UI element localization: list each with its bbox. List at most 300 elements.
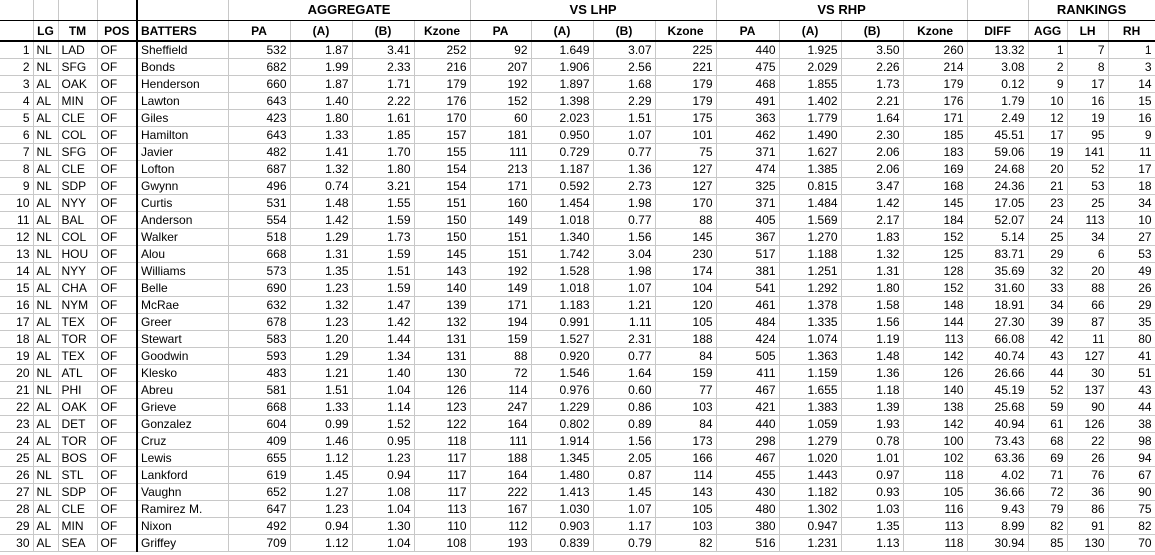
agg-kzone-cell[interactable]: 131 (414, 348, 470, 365)
rank-lh-cell[interactable]: 11 (1067, 331, 1108, 348)
agg-b-cell[interactable]: 1.47 (352, 297, 414, 314)
lhp-b-cell[interactable]: 0.79 (593, 535, 655, 552)
rhp-a-cell[interactable]: 0.947 (779, 518, 841, 535)
lhp-a-cell[interactable]: 1.546 (531, 365, 593, 382)
rank-lh-cell[interactable]: 22 (1067, 433, 1108, 450)
agg-b-cell[interactable]: 1.14 (352, 399, 414, 416)
rhp-b-cell[interactable]: 1.83 (841, 229, 903, 246)
rhp-pa-cell[interactable]: 381 (716, 263, 779, 280)
agg-b-cell[interactable]: 1.71 (352, 76, 414, 93)
lhp-b-cell[interactable]: 0.86 (593, 399, 655, 416)
row-number-cell[interactable]: 1 (0, 41, 33, 59)
agg-a-cell[interactable]: 1.32 (290, 297, 352, 314)
lhp-a-cell[interactable]: 1.183 (531, 297, 593, 314)
lhp-b-cell[interactable]: 0.60 (593, 382, 655, 399)
agg-kzone-cell[interactable]: 123 (414, 399, 470, 416)
agg-a-cell[interactable]: 0.74 (290, 178, 352, 195)
rank-agg-cell[interactable]: 9 (1028, 76, 1067, 93)
position-cell[interactable]: OF (97, 518, 137, 535)
rank-rh-cell[interactable]: 1 (1108, 41, 1155, 59)
position-cell[interactable]: OF (97, 41, 137, 59)
league-cell[interactable]: AL (33, 110, 58, 127)
agg-a-cell[interactable]: 1.46 (290, 433, 352, 450)
diff-cell[interactable]: 3.08 (967, 59, 1028, 76)
lhp-pa-cell[interactable]: 193 (470, 535, 531, 552)
league-cell[interactable]: AL (33, 331, 58, 348)
lhp-a-cell[interactable]: 1.528 (531, 263, 593, 280)
position-cell[interactable]: OF (97, 484, 137, 501)
rhp-pa-cell[interactable]: 480 (716, 501, 779, 518)
agg-b-cell[interactable]: 1.42 (352, 314, 414, 331)
lhp-kzone-cell[interactable]: 175 (655, 110, 716, 127)
lhp-pa-cell[interactable]: 152 (470, 93, 531, 110)
diff-cell[interactable]: 5.14 (967, 229, 1028, 246)
rank-agg-cell[interactable]: 1 (1028, 41, 1067, 59)
rhp-b-cell[interactable]: 3.50 (841, 41, 903, 59)
team-cell[interactable]: SFG (58, 59, 97, 76)
agg-b-cell[interactable]: 1.04 (352, 535, 414, 552)
lhp-pa-cell[interactable]: 151 (470, 229, 531, 246)
rhp-b-cell[interactable]: 1.58 (841, 297, 903, 314)
row-number-cell[interactable]: 27 (0, 484, 33, 501)
agg-pa-cell[interactable]: 573 (228, 263, 290, 280)
agg-pa-cell[interactable]: 643 (228, 93, 290, 110)
lhp-b-cell[interactable]: 2.29 (593, 93, 655, 110)
agg-pa-cell[interactable]: 643 (228, 127, 290, 144)
position-cell[interactable]: OF (97, 467, 137, 484)
batter-cell[interactable]: Williams (137, 263, 228, 280)
rhp-kzone-cell[interactable]: 152 (903, 280, 967, 297)
lhp-a-cell[interactable]: 0.729 (531, 144, 593, 161)
rhp-kzone-cell[interactable]: 152 (903, 229, 967, 246)
rhp-a-cell[interactable]: 1.569 (779, 212, 841, 229)
rank-rh-cell[interactable]: 29 (1108, 297, 1155, 314)
position-cell[interactable]: OF (97, 433, 137, 450)
rhp-kzone-cell[interactable]: 118 (903, 467, 967, 484)
agg-b-cell[interactable]: 1.55 (352, 195, 414, 212)
position-cell[interactable]: OF (97, 212, 137, 229)
agg-b-cell[interactable]: 0.94 (352, 467, 414, 484)
lhp-kzone-cell[interactable]: 105 (655, 501, 716, 518)
rhp-kzone-cell[interactable]: 179 (903, 76, 967, 93)
rank-rh-cell[interactable]: 82 (1108, 518, 1155, 535)
agg-a-cell[interactable]: 1.31 (290, 246, 352, 263)
agg-kzone-cell[interactable]: 145 (414, 246, 470, 263)
position-cell[interactable]: OF (97, 161, 137, 178)
batter-cell[interactable]: Gwynn (137, 178, 228, 195)
position-cell[interactable]: OF (97, 59, 137, 76)
rank-rh-cell[interactable]: 94 (1108, 450, 1155, 467)
rank-lh-cell[interactable]: 8 (1067, 59, 1108, 76)
row-number-cell[interactable]: 28 (0, 501, 33, 518)
rank-agg-cell[interactable]: 71 (1028, 467, 1067, 484)
lhp-pa-cell[interactable]: 114 (470, 382, 531, 399)
rank-agg-cell[interactable]: 21 (1028, 178, 1067, 195)
lhp-b-cell[interactable]: 2.73 (593, 178, 655, 195)
league-cell[interactable]: AL (33, 348, 58, 365)
row-number-cell[interactable]: 20 (0, 365, 33, 382)
row-number-cell[interactable]: 14 (0, 263, 33, 280)
agg-pa-cell[interactable]: 619 (228, 467, 290, 484)
lhp-b-cell[interactable]: 2.31 (593, 331, 655, 348)
rhp-b-cell[interactable]: 1.31 (841, 263, 903, 280)
agg-b-cell[interactable]: 1.08 (352, 484, 414, 501)
diff-cell[interactable]: 4.02 (967, 467, 1028, 484)
agg-kzone-cell[interactable]: 157 (414, 127, 470, 144)
lhp-pa-cell[interactable]: 112 (470, 518, 531, 535)
rhp-b-cell[interactable]: 1.32 (841, 246, 903, 263)
diff-cell[interactable]: 8.99 (967, 518, 1028, 535)
agg-pa-cell[interactable]: 652 (228, 484, 290, 501)
rank-lh-cell[interactable]: 141 (1067, 144, 1108, 161)
league-cell[interactable]: NL (33, 59, 58, 76)
lhp-a-cell[interactable]: 0.802 (531, 416, 593, 433)
row-number-cell[interactable]: 19 (0, 348, 33, 365)
lhp-pa-cell[interactable]: 72 (470, 365, 531, 382)
lhp-a-cell[interactable]: 1.229 (531, 399, 593, 416)
diff-cell[interactable]: 1.79 (967, 93, 1028, 110)
batter-cell[interactable]: Walker (137, 229, 228, 246)
rank-agg-cell[interactable]: 33 (1028, 280, 1067, 297)
lhp-kzone-cell[interactable]: 77 (655, 382, 716, 399)
agg-a-cell[interactable]: 1.21 (290, 365, 352, 382)
row-number-cell[interactable]: 23 (0, 416, 33, 433)
rank-agg-cell[interactable]: 32 (1028, 263, 1067, 280)
rank-rh-cell[interactable]: 44 (1108, 399, 1155, 416)
rhp-kzone-cell[interactable]: 214 (903, 59, 967, 76)
diff-cell[interactable]: 73.43 (967, 433, 1028, 450)
agg-kzone-cell[interactable]: 150 (414, 212, 470, 229)
team-cell[interactable]: SFG (58, 144, 97, 161)
lhp-kzone-cell[interactable]: 127 (655, 178, 716, 195)
lhp-pa-cell[interactable]: 160 (470, 195, 531, 212)
lhp-b-cell[interactable]: 1.17 (593, 518, 655, 535)
agg-a-cell[interactable]: 1.99 (290, 59, 352, 76)
rank-agg-cell[interactable]: 43 (1028, 348, 1067, 365)
rank-lh-cell[interactable]: 95 (1067, 127, 1108, 144)
batter-cell[interactable]: Curtis (137, 195, 228, 212)
rhp-kzone-cell[interactable]: 183 (903, 144, 967, 161)
team-cell[interactable]: COL (58, 229, 97, 246)
team-cell[interactable]: HOU (58, 246, 97, 263)
agg-a-cell[interactable]: 1.87 (290, 41, 352, 59)
league-cell[interactable]: AL (33, 433, 58, 450)
rhp-kzone-cell[interactable]: 138 (903, 399, 967, 416)
rhp-a-cell[interactable]: 1.779 (779, 110, 841, 127)
diff-cell[interactable]: 30.94 (967, 535, 1028, 552)
rhp-kzone-cell[interactable]: 144 (903, 314, 967, 331)
row-number-cell[interactable]: 3 (0, 76, 33, 93)
batter-cell[interactable]: McRae (137, 297, 228, 314)
agg-b-cell[interactable]: 1.30 (352, 518, 414, 535)
lhp-a-cell[interactable]: 1.454 (531, 195, 593, 212)
rhp-kzone-cell[interactable]: 102 (903, 450, 967, 467)
agg-a-cell[interactable]: 1.45 (290, 467, 352, 484)
rhp-pa-cell[interactable]: 491 (716, 93, 779, 110)
rank-rh-cell[interactable]: 35 (1108, 314, 1155, 331)
lhp-pa-cell[interactable]: 171 (470, 178, 531, 195)
rank-agg-cell[interactable]: 29 (1028, 246, 1067, 263)
league-cell[interactable]: AL (33, 314, 58, 331)
lhp-a-cell[interactable]: 1.742 (531, 246, 593, 263)
lhp-a-cell[interactable]: 1.345 (531, 450, 593, 467)
team-cell[interactable]: OAK (58, 399, 97, 416)
league-cell[interactable]: NL (33, 41, 58, 59)
rank-lh-cell[interactable]: 52 (1067, 161, 1108, 178)
rank-agg-cell[interactable]: 19 (1028, 144, 1067, 161)
rhp-b-cell[interactable]: 2.17 (841, 212, 903, 229)
rank-agg-cell[interactable]: 17 (1028, 127, 1067, 144)
rank-lh-cell[interactable]: 127 (1067, 348, 1108, 365)
lhp-a-cell[interactable]: 1.018 (531, 212, 593, 229)
row-number-cell[interactable]: 24 (0, 433, 33, 450)
agg-pa-cell[interactable]: 647 (228, 501, 290, 518)
rhp-kzone-cell[interactable]: 168 (903, 178, 967, 195)
rank-lh-cell[interactable]: 90 (1067, 399, 1108, 416)
lhp-b-cell[interactable]: 1.68 (593, 76, 655, 93)
rhp-b-cell[interactable]: 0.78 (841, 433, 903, 450)
lhp-a-cell[interactable]: 1.649 (531, 41, 593, 59)
position-cell[interactable]: OF (97, 280, 137, 297)
lhp-kzone-cell[interactable]: 166 (655, 450, 716, 467)
rhp-a-cell[interactable]: 1.188 (779, 246, 841, 263)
agg-pa-cell[interactable]: 483 (228, 365, 290, 382)
league-cell[interactable]: NL (33, 229, 58, 246)
rhp-pa-cell[interactable]: 516 (716, 535, 779, 552)
rank-rh-cell[interactable]: 11 (1108, 144, 1155, 161)
rhp-a-cell[interactable]: 1.855 (779, 76, 841, 93)
diff-cell[interactable]: 63.36 (967, 450, 1028, 467)
lhp-pa-cell[interactable]: 159 (470, 331, 531, 348)
rhp-pa-cell[interactable]: 424 (716, 331, 779, 348)
diff-cell[interactable]: 40.94 (967, 416, 1028, 433)
rhp-kzone-cell[interactable]: 260 (903, 41, 967, 59)
agg-b-cell[interactable]: 1.59 (352, 246, 414, 263)
position-cell[interactable]: OF (97, 348, 137, 365)
agg-pa-cell[interactable]: 581 (228, 382, 290, 399)
lhp-a-cell[interactable]: 1.480 (531, 467, 593, 484)
agg-pa-cell[interactable]: 492 (228, 518, 290, 535)
rhp-kzone-cell[interactable]: 126 (903, 365, 967, 382)
lhp-kzone-cell[interactable]: 88 (655, 212, 716, 229)
rank-lh-cell[interactable]: 137 (1067, 382, 1108, 399)
agg-pa-cell[interactable]: 687 (228, 161, 290, 178)
lhp-a-cell[interactable]: 1.897 (531, 76, 593, 93)
row-number-cell[interactable]: 16 (0, 297, 33, 314)
agg-a-cell[interactable]: 1.23 (290, 280, 352, 297)
lhp-pa-cell[interactable]: 92 (470, 41, 531, 59)
rank-rh-cell[interactable]: 67 (1108, 467, 1155, 484)
rank-rh-cell[interactable]: 98 (1108, 433, 1155, 450)
lhp-pa-cell[interactable]: 247 (470, 399, 531, 416)
agg-kzone-cell[interactable]: 131 (414, 331, 470, 348)
lhp-kzone-cell[interactable]: 159 (655, 365, 716, 382)
team-cell[interactable]: OAK (58, 76, 97, 93)
lhp-b-cell[interactable]: 2.56 (593, 59, 655, 76)
position-cell[interactable]: OF (97, 450, 137, 467)
rank-lh-cell[interactable]: 7 (1067, 41, 1108, 59)
agg-a-cell[interactable]: 1.20 (290, 331, 352, 348)
agg-a-cell[interactable]: 1.12 (290, 450, 352, 467)
lhp-kzone-cell[interactable]: 105 (655, 314, 716, 331)
rank-agg-cell[interactable]: 68 (1028, 433, 1067, 450)
lhp-a-cell[interactable]: 1.187 (531, 161, 593, 178)
rhp-b-cell[interactable]: 1.18 (841, 382, 903, 399)
row-number-cell[interactable]: 30 (0, 535, 33, 552)
rhp-kzone-cell[interactable]: 125 (903, 246, 967, 263)
agg-pa-cell[interactable]: 709 (228, 535, 290, 552)
row-number-cell[interactable]: 13 (0, 246, 33, 263)
rhp-pa-cell[interactable]: 467 (716, 382, 779, 399)
rhp-a-cell[interactable]: 1.251 (779, 263, 841, 280)
agg-a-cell[interactable]: 1.87 (290, 76, 352, 93)
rhp-pa-cell[interactable]: 371 (716, 195, 779, 212)
rank-agg-cell[interactable]: 59 (1028, 399, 1067, 416)
league-cell[interactable]: AL (33, 263, 58, 280)
team-cell[interactable]: STL (58, 467, 97, 484)
lhp-a-cell[interactable]: 2.023 (531, 110, 593, 127)
rank-lh-cell[interactable]: 76 (1067, 467, 1108, 484)
lhp-b-cell[interactable]: 1.21 (593, 297, 655, 314)
rhp-b-cell[interactable]: 0.93 (841, 484, 903, 501)
agg-pa-cell[interactable]: 690 (228, 280, 290, 297)
position-cell[interactable]: OF (97, 110, 137, 127)
rhp-pa-cell[interactable]: 474 (716, 161, 779, 178)
rank-lh-cell[interactable]: 6 (1067, 246, 1108, 263)
league-cell[interactable]: AL (33, 518, 58, 535)
rank-rh-cell[interactable]: 90 (1108, 484, 1155, 501)
rhp-a-cell[interactable]: 1.925 (779, 41, 841, 59)
batter-cell[interactable]: Sheffield (137, 41, 228, 59)
agg-pa-cell[interactable]: 668 (228, 246, 290, 263)
lhp-kzone-cell[interactable]: 103 (655, 399, 716, 416)
agg-kzone-cell[interactable]: 139 (414, 297, 470, 314)
rhp-a-cell[interactable]: 1.443 (779, 467, 841, 484)
lhp-pa-cell[interactable]: 164 (470, 416, 531, 433)
lhp-pa-cell[interactable]: 149 (470, 280, 531, 297)
agg-pa-cell[interactable]: 604 (228, 416, 290, 433)
rank-lh-cell[interactable]: 19 (1067, 110, 1108, 127)
rhp-pa-cell[interactable]: 405 (716, 212, 779, 229)
agg-kzone-cell[interactable]: 154 (414, 161, 470, 178)
lhp-pa-cell[interactable]: 181 (470, 127, 531, 144)
rhp-pa-cell[interactable]: 411 (716, 365, 779, 382)
agg-a-cell[interactable]: 1.27 (290, 484, 352, 501)
position-cell[interactable]: OF (97, 535, 137, 552)
agg-kzone-cell[interactable]: 252 (414, 41, 470, 59)
lhp-pa-cell[interactable]: 60 (470, 110, 531, 127)
team-cell[interactable]: MIN (58, 93, 97, 110)
rhp-b-cell[interactable]: 1.35 (841, 518, 903, 535)
agg-b-cell[interactable]: 1.73 (352, 229, 414, 246)
agg-kzone-cell[interactable]: 130 (414, 365, 470, 382)
lhp-a-cell[interactable]: 0.903 (531, 518, 593, 535)
rank-rh-cell[interactable]: 43 (1108, 382, 1155, 399)
agg-b-cell[interactable]: 1.61 (352, 110, 414, 127)
position-cell[interactable]: OF (97, 331, 137, 348)
league-cell[interactable]: NL (33, 484, 58, 501)
league-cell[interactable]: NL (33, 127, 58, 144)
team-cell[interactable]: ATL (58, 365, 97, 382)
lhp-kzone-cell[interactable]: 145 (655, 229, 716, 246)
lhp-b-cell[interactable]: 0.77 (593, 212, 655, 229)
diff-cell[interactable]: 17.05 (967, 195, 1028, 212)
batter-cell[interactable]: Grieve (137, 399, 228, 416)
lhp-a-cell[interactable]: 1.030 (531, 501, 593, 518)
league-cell[interactable]: NL (33, 297, 58, 314)
diff-cell[interactable]: 83.71 (967, 246, 1028, 263)
lhp-a-cell[interactable]: 1.527 (531, 331, 593, 348)
rank-rh-cell[interactable]: 15 (1108, 93, 1155, 110)
lhp-kzone-cell[interactable]: 221 (655, 59, 716, 76)
position-cell[interactable]: OF (97, 365, 137, 382)
rhp-pa-cell[interactable]: 462 (716, 127, 779, 144)
agg-pa-cell[interactable]: 518 (228, 229, 290, 246)
agg-b-cell[interactable]: 3.41 (352, 41, 414, 59)
row-number-cell[interactable]: 12 (0, 229, 33, 246)
team-cell[interactable]: PHI (58, 382, 97, 399)
lhp-kzone-cell[interactable]: 84 (655, 348, 716, 365)
agg-a-cell[interactable]: 1.32 (290, 161, 352, 178)
agg-kzone-cell[interactable]: 117 (414, 467, 470, 484)
batter-cell[interactable]: Goodwin (137, 348, 228, 365)
agg-a-cell[interactable]: 1.12 (290, 535, 352, 552)
rhp-pa-cell[interactable]: 440 (716, 416, 779, 433)
batter-cell[interactable]: Giles (137, 110, 228, 127)
league-cell[interactable]: AL (33, 450, 58, 467)
rhp-a-cell[interactable]: 1.383 (779, 399, 841, 416)
lhp-b-cell[interactable]: 1.56 (593, 433, 655, 450)
lhp-b-cell[interactable]: 0.87 (593, 467, 655, 484)
rank-rh-cell[interactable]: 9 (1108, 127, 1155, 144)
league-cell[interactable]: AL (33, 195, 58, 212)
rank-agg-cell[interactable]: 12 (1028, 110, 1067, 127)
batter-cell[interactable]: Anderson (137, 212, 228, 229)
agg-b-cell[interactable]: 1.04 (352, 501, 414, 518)
row-number-cell[interactable]: 11 (0, 212, 33, 229)
position-cell[interactable]: OF (97, 195, 137, 212)
rank-lh-cell[interactable]: 126 (1067, 416, 1108, 433)
league-cell[interactable]: NL (33, 365, 58, 382)
agg-b-cell[interactable]: 1.80 (352, 161, 414, 178)
agg-a-cell[interactable]: 1.23 (290, 314, 352, 331)
agg-b-cell[interactable]: 1.40 (352, 365, 414, 382)
batter-cell[interactable]: Hamilton (137, 127, 228, 144)
agg-pa-cell[interactable]: 531 (228, 195, 290, 212)
rank-rh-cell[interactable]: 53 (1108, 246, 1155, 263)
rhp-a-cell[interactable]: 1.279 (779, 433, 841, 450)
team-cell[interactable]: BOS (58, 450, 97, 467)
rank-lh-cell[interactable]: 91 (1067, 518, 1108, 535)
lhp-b-cell[interactable]: 0.77 (593, 144, 655, 161)
agg-kzone-cell[interactable]: 126 (414, 382, 470, 399)
row-number-cell[interactable]: 7 (0, 144, 33, 161)
agg-b-cell[interactable]: 2.22 (352, 93, 414, 110)
lhp-kzone-cell[interactable]: 114 (655, 467, 716, 484)
rhp-pa-cell[interactable]: 430 (716, 484, 779, 501)
rank-rh-cell[interactable]: 17 (1108, 161, 1155, 178)
lhp-kzone-cell[interactable]: 179 (655, 76, 716, 93)
rhp-pa-cell[interactable]: 467 (716, 450, 779, 467)
lhp-b-cell[interactable]: 0.89 (593, 416, 655, 433)
diff-cell[interactable]: 66.08 (967, 331, 1028, 348)
diff-cell[interactable]: 27.30 (967, 314, 1028, 331)
rank-lh-cell[interactable]: 16 (1067, 93, 1108, 110)
lhp-a-cell[interactable]: 0.839 (531, 535, 593, 552)
agg-pa-cell[interactable]: 678 (228, 314, 290, 331)
rank-lh-cell[interactable]: 53 (1067, 178, 1108, 195)
rank-agg-cell[interactable]: 23 (1028, 195, 1067, 212)
